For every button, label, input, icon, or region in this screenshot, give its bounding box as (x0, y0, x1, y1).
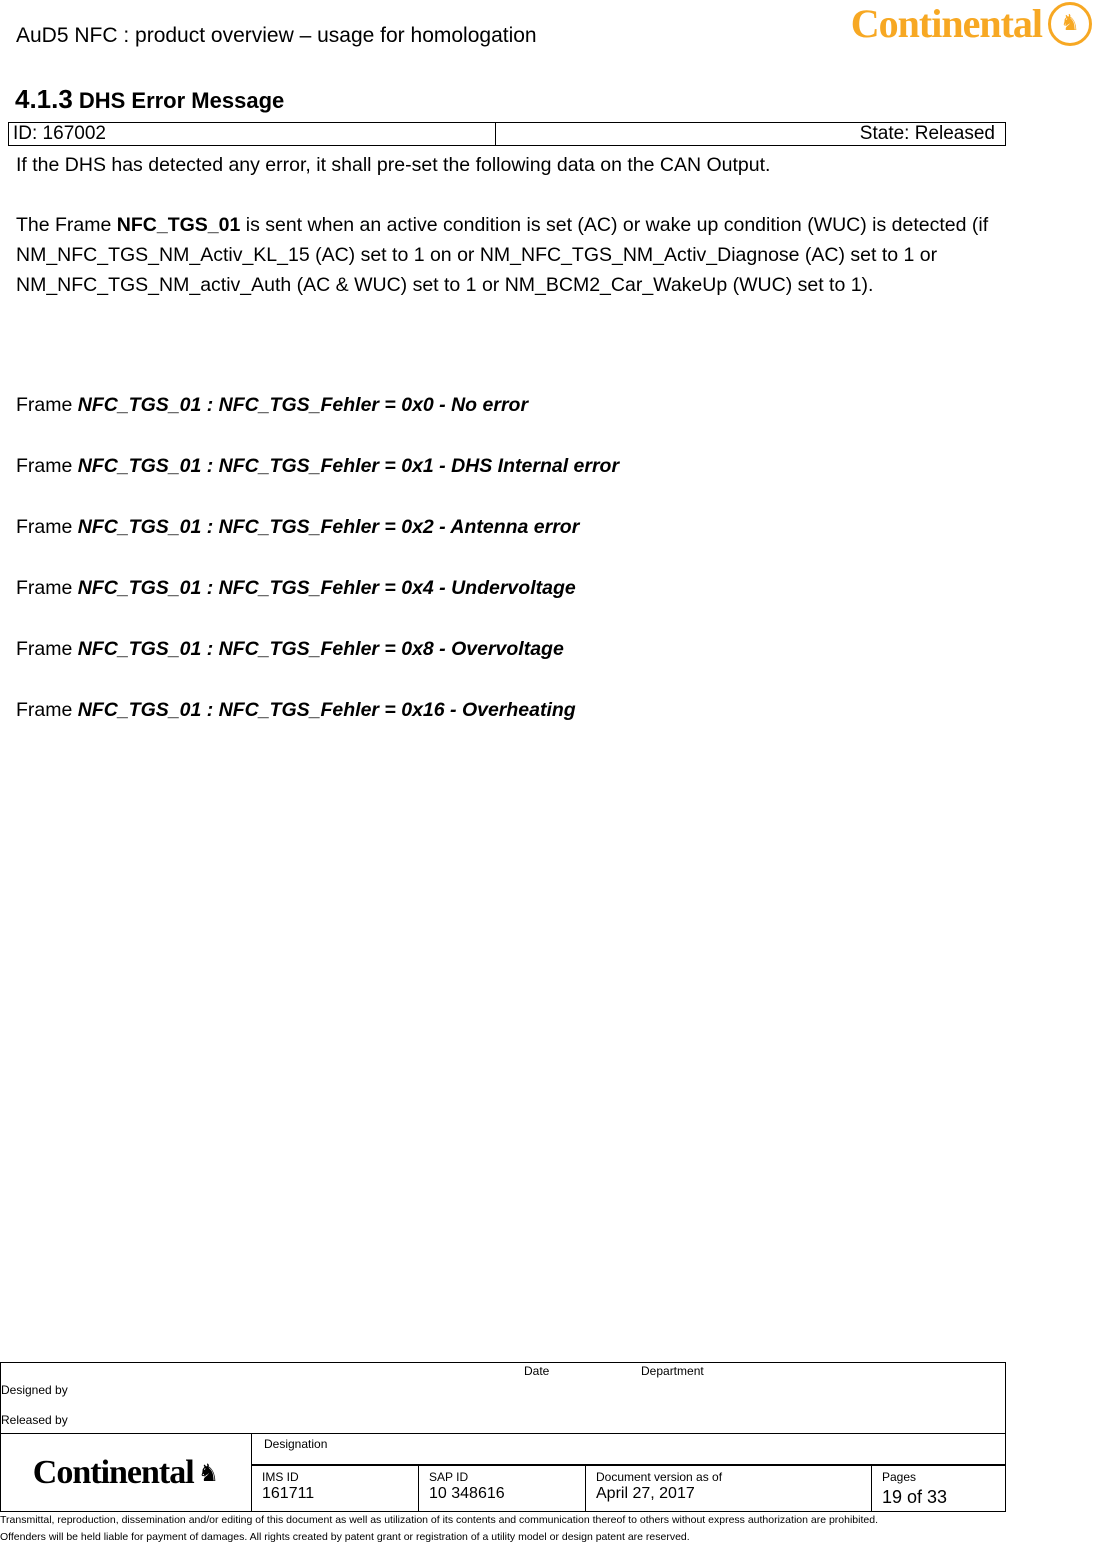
document-version-label: Document version as of (596, 1470, 723, 1484)
document-info-block (0, 1434, 1006, 1512)
section-heading (15, 84, 284, 115)
requirement-id-bar (8, 122, 1006, 146)
legal-line-2: Offenders will be held liable for payment of damages. All rights created by patent grant or registration of a utility model or design patent are reserved. (0, 1531, 690, 1543)
date-label: Date (524, 1364, 550, 1378)
intro-paragraph: If the DHS has detected any error, it shall pre-set the following data on the CAN Output. (16, 154, 771, 176)
frame-line (16, 455, 619, 478)
pages-cell (872, 1466, 1005, 1511)
footer-logo (1, 1434, 252, 1511)
logo-wordmark: Continental (850, 1, 1042, 46)
frame-value: NFC_TGS_01 : NFC_TGS_Fehler = 0x2 - Antenna error (77, 516, 580, 538)
document-version-value: April 27, 2017 (596, 1485, 695, 1502)
frame-prefix: Frame (16, 455, 78, 477)
ims-id-cell (252, 1466, 419, 1511)
section-number: 4.1.3 (15, 84, 73, 114)
frame-value: NFC_TGS_01 : NFC_TGS_Fehler = 0x16 - Overheating (77, 699, 576, 721)
sap-id-value: 10 348616 (429, 1485, 505, 1502)
frame-name: NFC_TGS_01 (116, 214, 241, 236)
released-by-label: Released by (1, 1413, 68, 1427)
frame-line (16, 638, 564, 661)
frame-line (16, 394, 528, 417)
pages-value: 19 of 33 (882, 1487, 948, 1507)
pages-label: Pages (882, 1470, 917, 1484)
horse-icon: ♞ (197, 1458, 220, 1487)
frame-line (16, 577, 576, 600)
frame-line (16, 516, 579, 539)
approval-block (0, 1362, 1006, 1434)
sap-id-cell (419, 1466, 586, 1511)
frame-prefix: Frame (16, 638, 78, 660)
designation-label: Designation (264, 1437, 328, 1451)
frame-value: NFC_TGS_01 : NFC_TGS_Fehler = 0x4 - Undervoltage (77, 577, 576, 599)
document-footer-table (0, 1362, 1006, 1512)
section-title: DHS Error Message (78, 88, 285, 113)
sap-id-label: SAP ID (429, 1470, 469, 1484)
designation-cell (252, 1434, 1005, 1466)
requirement-id: ID: 167002 (9, 123, 496, 145)
department-label: Department (641, 1364, 704, 1378)
ims-id-value: 161711 (262, 1485, 315, 1502)
document-version-cell (586, 1466, 872, 1511)
footer-logo-wordmark: Continental (32, 1453, 194, 1491)
requirement-state: State: Released (859, 123, 995, 144)
frame-prefix: Frame (16, 516, 78, 538)
frame-prefix: Frame (16, 577, 78, 599)
frame-value: NFC_TGS_01 : NFC_TGS_Fehler = 0x0 - No error (77, 394, 529, 416)
designed-by-label: Designed by (1, 1383, 68, 1397)
frame-prefix: Frame (16, 394, 78, 416)
ims-id-label: IMS ID (262, 1470, 299, 1484)
paragraph-prefix: The Frame (16, 214, 117, 236)
legal-line-1: Transmittal, reproduction, dissemination and/or editing of this document as well as utilization of its contents and communication thereof to others without express authorization are prohibited. (0, 1514, 878, 1526)
frame-value: NFC_TGS_01 : NFC_TGS_Fehler = 0x1 - DHS Internal error (77, 455, 620, 477)
legal-notice (0, 1512, 878, 1546)
paragraph-rest: is sent when an active condition is set (AC) or wake up condition (WUC) is detected (if NM_NFC_TGS_NM_Activ_KL_15 (AC) set to 1 on or NM_NFC_TGS_NM_Activ_Diagnose (AC) set to 1 or NM_NFC_TGS_NM_activ_Auth (AC & WUC) set to 1 or NM_BCM2_Car_WakeUp (WUC) set to 1). (16, 214, 989, 296)
continental-logo (851, 0, 1092, 47)
horse-emblem-icon: ♞ (1048, 2, 1092, 46)
frame-value: NFC_TGS_01 : NFC_TGS_Fehler = 0x8 - Overvoltage (77, 638, 564, 660)
frame-line (16, 699, 576, 722)
document-header-title: AuD5 NFC : product overview – usage for homologation (16, 24, 537, 47)
frame-prefix: Frame (16, 699, 78, 721)
frame-description-paragraph (16, 210, 1006, 300)
